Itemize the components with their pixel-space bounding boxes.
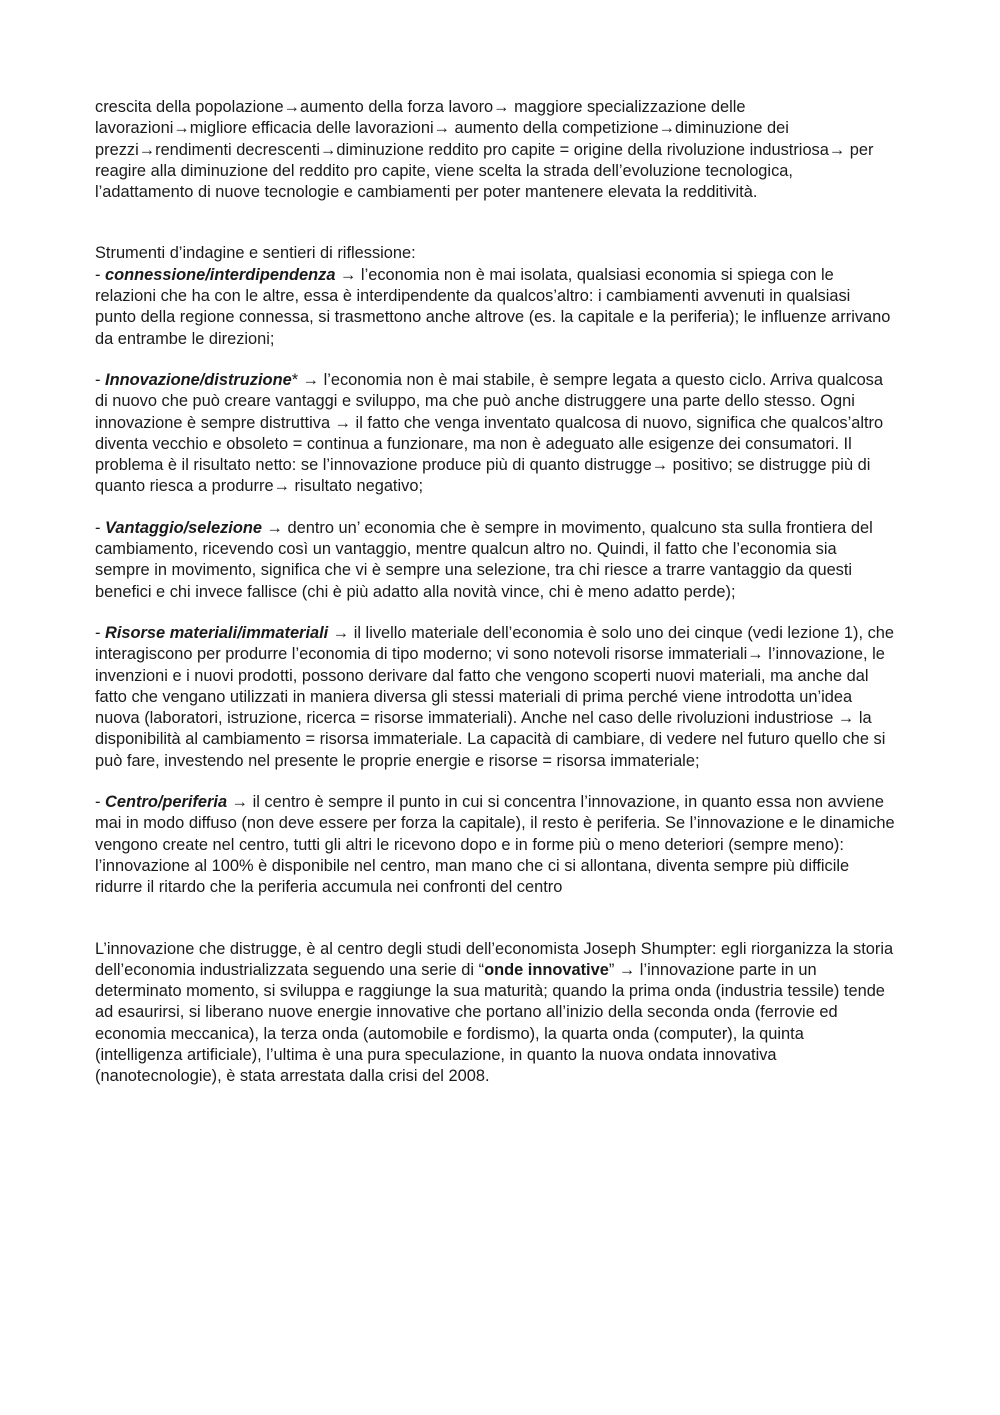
item-prefix: -: [95, 793, 106, 812]
spacer: [95, 603, 895, 623]
intro-paragraph: crescita della popolazione→aumento della forza lavoro→ maggiore specializzazione delle lavorazioni→migliore efficacia delle lavorazioni→ aumento della competizione→diminuzione dei prezzi→rendimenti decrescenti→diminuzione reddito pro capite = origine della rivoluzione industriosa→ per reagire alla diminuzione del reddito pro capite, viene scelta la strada dell’evoluzione tecnologica, l’adattamento di nuove tecnologie e cambiamenti per poter mantenere elevata la redditività.: [95, 98, 874, 202]
item-term: Centro/periferia: [105, 793, 228, 812]
item-term: Innovazione/distruzione: [105, 370, 292, 389]
list-item-risorse: [95, 623, 895, 772]
list-item-innovazione: [95, 370, 895, 498]
item-prefix: -: [95, 623, 106, 642]
schumpeter-paragraph: [95, 939, 895, 1088]
schumpeter-bold-term: onde innovative: [484, 960, 609, 979]
list-item-connessione: [95, 265, 895, 350]
document-page: [95, 97, 895, 1088]
spacer: [95, 350, 895, 370]
item-prefix: -: [95, 265, 106, 284]
spacer: [95, 203, 895, 243]
tools-heading: Strumenti d’indagine e sentieri di riflessione:: [95, 244, 416, 263]
spacer: [95, 772, 895, 792]
list-item-centro: [95, 792, 895, 898]
item-term: connessione/interdipendenza: [105, 265, 336, 284]
item-text: → dentro un’ economia che è sempre in movimento, qualcuno sta sulla frontiera del cambiamento, ricevendo così un vantaggio, mentre qualcun altro no. Quindi, il fatto che l’economia sia sempre in movimento, significa che vi è sempre una selezione, tra chi riesce a trarre vantaggio da questi benefici e chi invece fallisce (chi è più adatto alla novità vince, chi è meno adatto perde);: [95, 518, 873, 601]
item-text: → il centro è sempre il punto in cui si concentra l’innovazione, in quanto essa non avviene mai in modo diffuso (non deve essere per forza la capitale), il resto è periferia. Se l’innovazione e le dinamiche vengono create nel centro, tutti gli altri le ricevono dopo e in forme più o meno deteriori (sempre meno): l’innovazione al 100% è disponibile nel centro, man mano che ci si allontana, diventa sempre più difficile ridurre il ritardo che la periferia accumula nei confronti del centro: [95, 793, 895, 897]
list-item-vantaggio: [95, 518, 895, 603]
schumpeter-text-before: L’innovazione che distrugge, è al centro degli studi dell’economista Joseph Shumpter: egli riorganizza la storia dell’economia industrializzata seguendo una serie di “: [95, 939, 894, 979]
spacer: [95, 498, 895, 518]
item-term: Risorse materiali/immateriali: [105, 623, 329, 642]
schumpeter-text-after: ” → l’innovazione parte in un determinato momento, si sviluppa e raggiunge la sua maturità; quando la prima onda (industria tessile) tende ad esaurirsi, si liberano nuove energie innovative che portano all’inizio della seconda onda (ferrovie ed economia meccanica), la terza onda (automobile e fordismo), la quarta onda (computer), la quinta (intelligenza artificiale), l’ultima è una pura speculazione, in quanto la nuova ondata innovativa (nanotecnologie), è stata arrestata dalla crisi del 2008.: [95, 960, 885, 1086]
item-text: → l’economia non è mai isolata, qualsiasi economia si spiega con le relazioni che ha con le altre, essa è interdipendente da qualcos’altro: i cambiamenti avvenuti in qualsiasi punto della regione connessa, si trasmettono anche altrove (es. la capitale e la periferia); le influenze arrivano da entrambe le direzioni;: [95, 265, 891, 348]
item-prefix: -: [95, 518, 106, 537]
item-text: → il livello materiale dell’economia è solo uno dei cinque (vedi lezione 1), che interagiscono per produrre l’economia di tipo moderno; vi sono notevoli risorse immateriali→ l’innovazione, le invenzioni e i nuovi prodotti, possono derivare dal fatto che vengono scoperti nuovi materiali, ma anche dal fatto che vengano utilizzati in maniera diversa gli stessi materiali di prima perché viene introdotta un’idea nuova (laboratori, istruzione, ricerca = risorse immateriali). Anche nel caso delle rivoluzioni industriose → la disponibilità al cambiamento = risorsa immateriale. La capacità di cambiare, di vedere nel futuro quello che si può fare, investendo nel presente le proprie energie e risorse = risorsa immateriale;: [95, 623, 894, 770]
item-prefix: -: [95, 370, 106, 389]
spacer: [95, 899, 895, 939]
item-text: * → l’economia non è mai stabile, è sempre legata a questo ciclo. Arriva qualcosa di nuovo che può creare vantaggi e sviluppo, ma che può anche distruggere una parte dello stesso. Ogni innovazione è sempre distruttiva → il fatto che venga inventato qualcosa di nuovo, significa che qualcos’altro diventa vecchio e obsoleto = continua a funzionare, ma non è adeguato alle esigenze dei consumatori. Il problema è il risultato netto: se l’innovazione produce più di quanto distrugge→ positivo; se distrugge più di quanto riesca a produrre→ risultato negativo;: [95, 370, 884, 496]
item-term: Vantaggio/selezione: [105, 518, 262, 537]
